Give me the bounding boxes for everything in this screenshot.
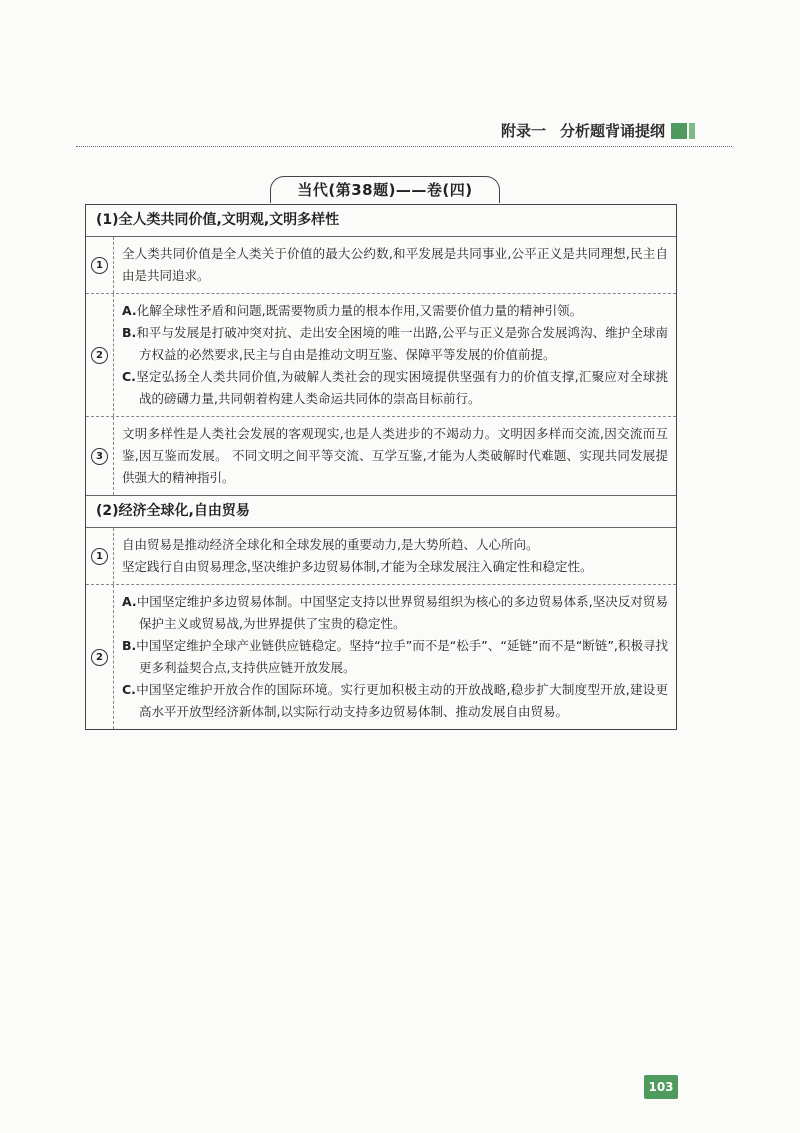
page-number: 103	[644, 1075, 678, 1099]
table-title: 当代(第38题)——卷(四)	[270, 176, 500, 203]
section-heading: (2)经济全球化,自由贸易	[86, 496, 676, 528]
table-row	[86, 294, 676, 417]
row-number: 2	[86, 585, 114, 729]
table-row	[86, 528, 676, 585]
list-item: B.中国坚定维护全球产业链供应链稳定。坚持“拉手”而不是“松手”、“延链”而不是“断链”,积极寻找更多利益契合点,支持供应链开放发展。	[122, 638, 668, 675]
row-content	[114, 417, 676, 495]
list-item: B.和平与发展是打破冲突对抗、走出安全困境的唯一出路,公平与正义是弥合发展鸿沟、维护全球南方权益的必然要求,民主与自由是推动文明互鉴、保障平等发展的价值前提。	[122, 325, 668, 362]
green-bar-icon	[689, 123, 695, 139]
paragraph: 自由贸易是推动经济全球化和全球发展的重要动力,是大势所趋、人心所向。	[122, 537, 539, 552]
table-row	[86, 237, 676, 294]
page-header	[501, 120, 695, 141]
row-number: 1	[86, 237, 114, 293]
table-row	[86, 417, 676, 496]
header-divider	[76, 146, 732, 147]
list-item: C.中国坚定维护开放合作的国际环境。实行更加积极主动的开放战略,稳步扩大制度型开放,建设更高水平开放型经济新体制,以实际行动支持多边贸易体制、推动发展自由贸易。	[122, 682, 668, 719]
paragraph: 全人类共同价值是全人类关于价值的最大公约数,和平发展是共同事业,公平正义是共同理想,民主自由是共同追求。	[122, 246, 668, 283]
table-row	[86, 585, 676, 729]
row-content	[114, 294, 676, 416]
row-content	[114, 237, 676, 293]
list-item: A.中国坚定维护多边贸易体制。中国坚定支持以世界贸易组织为核心的多边贸易体系,坚决反对贸易保护主义或贸易战,为世界提供了宝贵的稳定性。	[122, 594, 668, 631]
list-item: C.坚定弘扬全人类共同价值,为破解人类社会的现实困境提供坚强有力的价值支撑,汇聚应对全球挑战的磅礴力量,共同朝着构建人类命运共同体的崇高目标前行。	[122, 369, 668, 406]
row-number: 3	[86, 417, 114, 495]
row-content	[114, 585, 676, 729]
row-number: 2	[86, 294, 114, 416]
list-item: A.化解全球性矛盾和问题,既需要物质力量的根本作用,又需要价值力量的精神引领。	[122, 303, 583, 318]
appendix-title: 分析题背诵提纲	[559, 122, 665, 140]
outline-table	[85, 204, 677, 730]
row-number: 1	[86, 528, 114, 584]
row-content	[114, 528, 676, 584]
paragraph: 坚定践行自由贸易理念,坚决维护多边贸易体制,才能为全球发展注入确定性和稳定性。	[122, 559, 593, 574]
appendix-label: 附录一	[500, 122, 546, 140]
green-square-icon	[671, 123, 687, 139]
paragraph: 文明多样性是人类社会发展的客观现实,也是人类进步的不竭动力。文明因多样而交流,因交流而互鉴,因互鉴而发展。 不同文明之间平等交流、互学互鉴,才能为人类破解时代难题、实现共同发展提供强大的精神指引。	[122, 426, 668, 485]
section-heading: (1)全人类共同价值,文明观,文明多样性	[86, 205, 676, 237]
